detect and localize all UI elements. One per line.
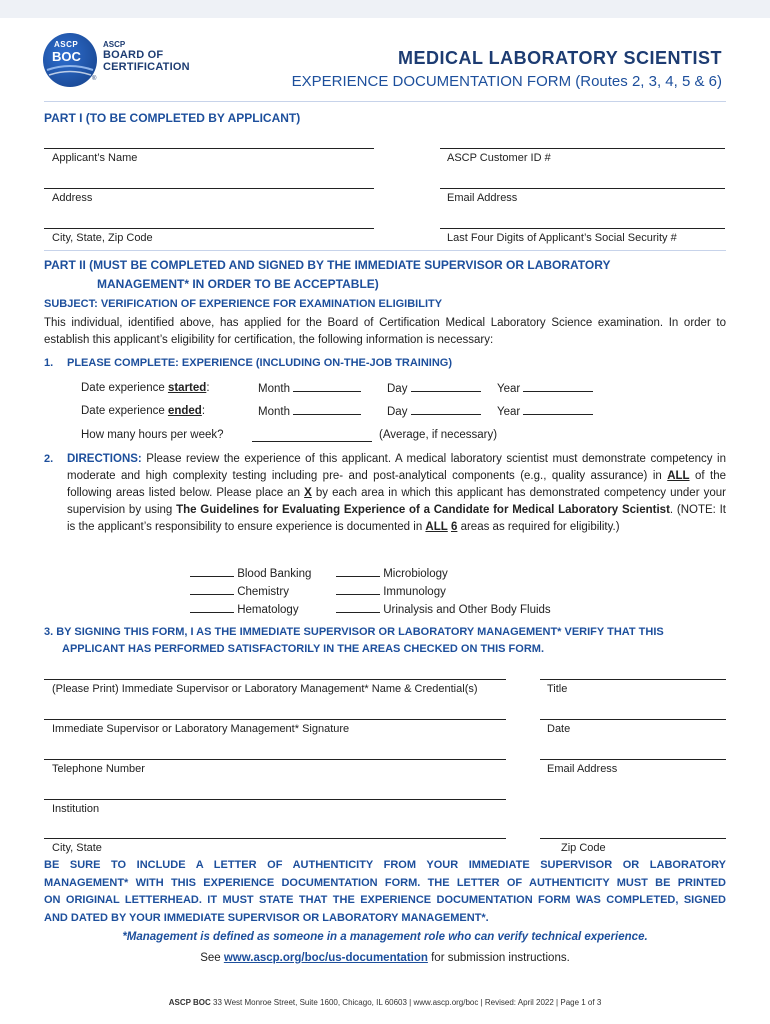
phone-label: Telephone Number <box>52 763 145 775</box>
management-note: *Management is defined as someone in a management role who can verify technical experience. <box>122 931 648 943</box>
city-state-zip-field[interactable] <box>44 228 374 229</box>
end-day: Day <box>387 403 481 421</box>
phone-field[interactable] <box>44 759 506 760</box>
item3-line1: 3. BY SIGNING THIS FORM, I AS THE IMMEDIATE SUPERVISOR OR LABORATORY MANAGEMENT* VERIFY THAT THIS <box>44 626 664 638</box>
top-band <box>0 0 770 18</box>
blood-banking-checkbox[interactable] <box>190 565 234 577</box>
subject-line: SUBJECT: VERIFICATION OF EXPERIENCE FOR EXAMINATION ELIGIBILITY <box>44 298 443 310</box>
applicant-email-label: Email Address <box>447 192 518 204</box>
logo-swoosh-icon <box>43 60 97 88</box>
end-day-input[interactable] <box>411 403 481 415</box>
end-month-input[interactable] <box>293 403 361 415</box>
area-immunology: Immunology <box>336 583 446 598</box>
area-chemistry: Chemistry <box>190 583 289 598</box>
area-hematology: Hematology <box>190 601 299 616</box>
applicant-name-field[interactable] <box>44 148 374 149</box>
logo-ascp-small: ASCP <box>54 40 79 49</box>
city-state-label: City, State <box>52 842 102 854</box>
item3-line2: APPLICANT HAS PERFORMED SATISFACTORILY IN THE AREAS CHECKED ON THIS FORM. <box>62 643 544 655</box>
directions-paragraph: DIRECTIONS: Please review the experience of this applicant. A medical laboratory scientist must demonstrate competency in moderate and high complexity testing including pre- and post-analytical components (e.g., quality assurance) in ALL of the following areas listed below. Please place an X by each area in which this applicant has demonstrated competency under your supervision by using The Guidelines for Evaluating Experience of a Candidate for Medical Laboratory Scientist. (NOTE: It is the applicant’s responsibility to ensure experience is documented in ALL 6 areas as required for eligibility.) <box>67 453 726 533</box>
area-urinalysis: Urinalysis and Other Body Fluids <box>336 601 551 616</box>
institution-field[interactable] <box>44 799 506 800</box>
notice-line4: AND DATED BY YOUR IMMEDIATE SUPERVISOR OR LABORATORY MANAGEMENT*. <box>44 911 489 924</box>
hours-note: (Average, if necessary) <box>379 429 498 441</box>
item2-number: 2. <box>44 453 54 465</box>
date-field[interactable] <box>540 719 726 720</box>
part1-heading: PART I (TO BE COMPLETED BY APPLICANT) <box>44 111 301 125</box>
authenticity-notice <box>44 857 726 927</box>
footer-org: ASCP BOC <box>168 998 211 1007</box>
start-year-input[interactable] <box>523 380 593 392</box>
form-title: MEDICAL LABORATORY SCIENTIST <box>397 48 722 68</box>
customer-id-field[interactable] <box>440 148 725 149</box>
microbiology-checkbox[interactable] <box>336 565 380 577</box>
item1-heading: PLEASE COMPLETE: EXPERIENCE (INCLUDING ON-THE-JOB TRAINING) <box>67 357 453 369</box>
address-label: Address <box>52 192 93 204</box>
ssn-label: Last Four Digits of Applicant’s Social Security # <box>447 232 677 244</box>
date-label: Date <box>547 723 571 735</box>
start-day-input[interactable] <box>411 380 481 392</box>
logo-boc: BOC <box>52 49 81 64</box>
part-divider <box>44 250 726 251</box>
urinalysis-checkbox[interactable] <box>336 601 380 613</box>
date-ended-label: Date experience ended: <box>81 405 206 417</box>
signature-label: Immediate Supervisor or Laboratory Management* Signature <box>52 723 350 735</box>
notice-line2: MANAGEMENT* WITH THIS EXPERIENCE DOCUMENTATION FORM. THE LETTER OF AUTHENTICITY MUST BE PRINTED <box>44 876 726 889</box>
logo-text-board: BOARD OF <box>103 49 164 61</box>
area-microbiology: Microbiology <box>336 565 448 580</box>
header-divider <box>44 101 726 102</box>
supervisor-name-label: (Please Print) Immediate Supervisor or Laboratory Management* Name & Credential(s) <box>52 683 478 695</box>
start-month: Month <box>258 380 361 398</box>
start-year: Year <box>497 380 593 398</box>
area-blood-banking: Blood Banking <box>190 565 311 580</box>
ssn-field[interactable] <box>440 228 725 229</box>
supervisor-email-label: Email Address <box>547 763 618 775</box>
applicant-email-field[interactable] <box>440 188 725 189</box>
supervisor-title-label: Title <box>547 683 568 695</box>
zip-label: Zip Code <box>561 842 606 854</box>
end-year-input[interactable] <box>523 403 593 415</box>
end-month: Month <box>258 403 361 421</box>
page-footer <box>0 998 770 1007</box>
hematology-checkbox[interactable] <box>190 601 234 613</box>
immunology-checkbox[interactable] <box>336 583 380 595</box>
supervisor-name-field[interactable] <box>44 679 506 680</box>
applicant-name-label: Applicant’s Name <box>52 152 138 164</box>
end-year: Year <box>497 403 593 421</box>
chemistry-checkbox[interactable] <box>190 583 234 595</box>
notice-line1: BE SURE TO INCLUDE A LETTER OF AUTHENTICITY FROM YOUR IMMEDIATE SUPERVISOR OR LABORATORY <box>44 859 726 871</box>
notice-line3: ON ORIGINAL LETTERHEAD. IT MUST STATE THAT THE EXPERIENCE DOCUMENTATION FORM WAS COMPLETED, SIGNED <box>44 894 726 906</box>
item1-number: 1. <box>44 357 54 369</box>
start-month-input[interactable] <box>293 380 361 392</box>
documentation-link[interactable]: www.ascp.org/boc/us-documentation <box>223 952 428 964</box>
intro-paragraph: This individual, identified above, has applied for the Board of Certification Medical Laboratory Science examination. In order to establish this applicant’s eligibility for certification, the following information is necessary: <box>44 317 726 346</box>
signature-field[interactable] <box>44 719 506 720</box>
city-state-field[interactable] <box>44 838 506 839</box>
logo-registered: ® <box>92 76 97 82</box>
zip-field[interactable] <box>540 838 726 839</box>
submission-instructions: See www.ascp.org/boc/us-documentation for submission instructions. <box>200 952 570 964</box>
hours-label: How many hours per week? <box>81 429 224 441</box>
form-subtitle: EXPERIENCE DOCUMENTATION FORM (Routes 2, 3, 4, 5 & 6) <box>291 73 722 90</box>
institution-label: Institution <box>52 803 100 815</box>
customer-id-label: ASCP Customer ID # <box>447 152 551 164</box>
address-field[interactable] <box>44 188 374 189</box>
logo-text-certification: CERTIFICATION <box>103 61 190 73</box>
footer-text: 33 West Monroe Street, Suite 1600, Chicago, IL 60603 | www.ascp.org/boc | Revised: April 2022 | Page 1 of 3 <box>210 998 602 1007</box>
logo-text-ascp: ASCP <box>103 40 126 49</box>
city-state-zip-label: City, State, Zip Code <box>52 232 153 244</box>
part2-heading-line2: MANAGEMENT* IN ORDER TO BE ACCEPTABLE) <box>97 277 379 291</box>
date-started-label: Date experience started: <box>81 382 210 394</box>
hours-input[interactable] <box>252 430 372 442</box>
part2-heading-line1: PART II (MUST BE COMPLETED AND SIGNED BY THE IMMEDIATE SUPERVISOR OR LABORATORY <box>44 258 611 272</box>
supervisor-title-field[interactable] <box>540 679 726 680</box>
start-day: Day <box>387 380 481 398</box>
supervisor-email-field[interactable] <box>540 759 726 760</box>
